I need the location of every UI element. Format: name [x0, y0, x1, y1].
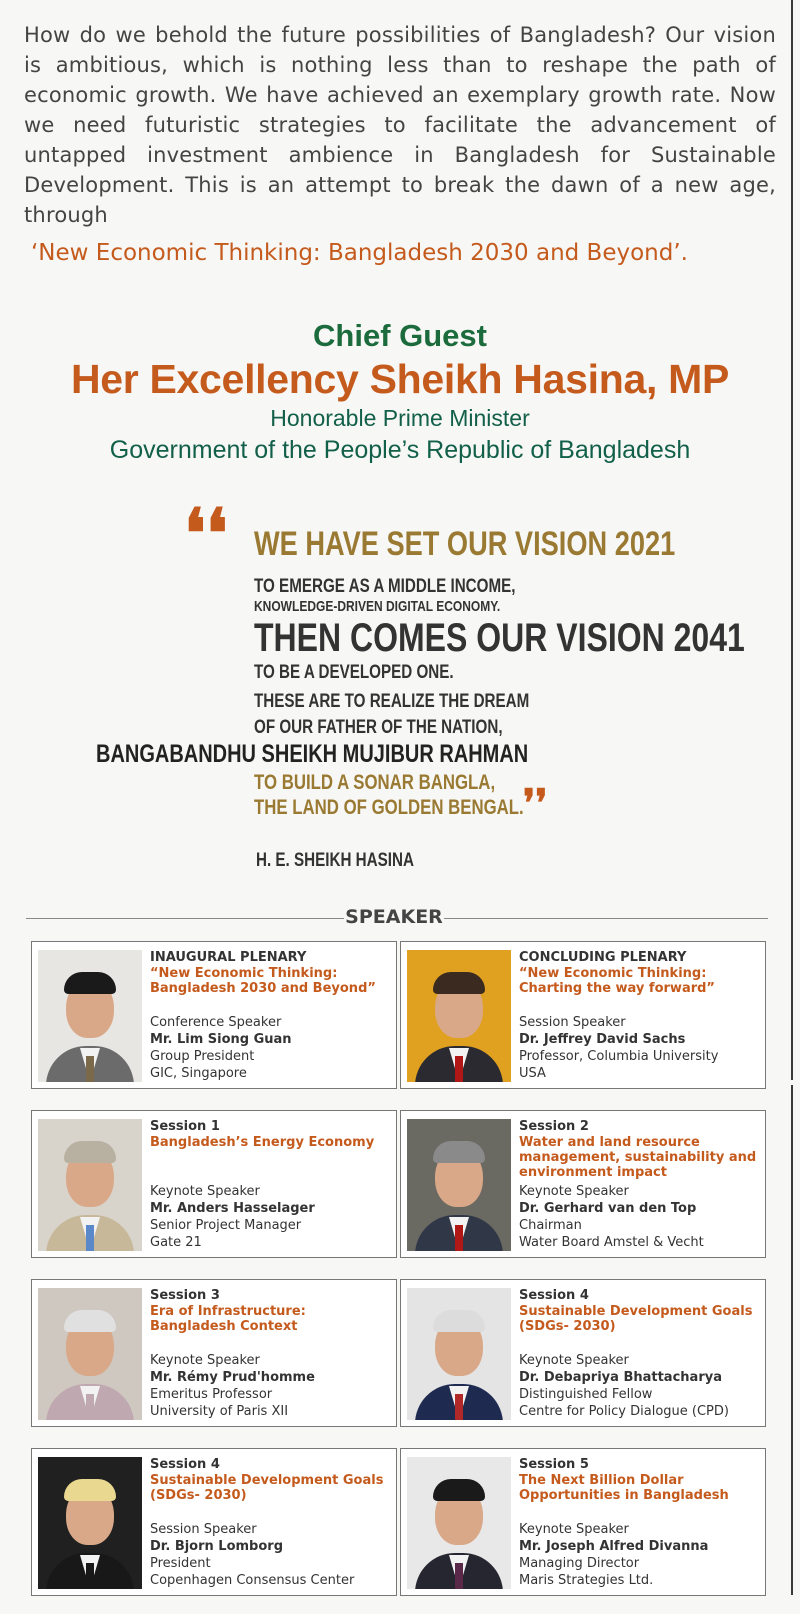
quote-line: THE LAND OF GOLDEN BENGAL.	[254, 796, 524, 819]
chief-guest-role: Honorable Prime Minister	[270, 405, 530, 431]
speaker-organization: Water Board Amstel & Vecht	[519, 1235, 704, 1250]
quote-author: H. E. SHEIKH HASINA	[256, 850, 414, 871]
speaker-card	[400, 1448, 766, 1596]
session-label: Session 5	[519, 1457, 589, 1472]
speaker-role: Keynote Speaker	[150, 1353, 260, 1368]
speaker-position: Senior Project Manager	[150, 1218, 302, 1233]
speaker-name: Dr. Debapriya Bhattacharya	[519, 1370, 722, 1385]
speaker-name: Dr. Bjorn Lomborg	[150, 1539, 284, 1554]
speaker-card	[400, 1279, 766, 1427]
session-title: Sustainable Development Goals (SDGs- 2030)	[150, 1473, 384, 1503]
session-label: INAUGURAL PLENARY	[150, 950, 307, 965]
session-title: Sustainable Development Goals (SDGs- 2030)	[519, 1304, 753, 1334]
speaker-card	[400, 941, 766, 1089]
speaker-position: Chairman	[519, 1218, 582, 1233]
speaker-card	[31, 1448, 397, 1596]
open-quote-icon: ❛❛	[184, 494, 228, 574]
page-edge-rule	[791, 0, 793, 1080]
speaker-role: Keynote Speaker	[519, 1353, 629, 1368]
speaker-role: Session Speaker	[150, 1522, 257, 1537]
intro-paragraph: How do we behold the future possibilities of Bangladesh? Our vision is ambitious, which is nothing less than to reshape the path of economic growth. We have achieved an exemplary growth rate. Now we need futuristic strategies to facilitate the advancement of untapped investment ambience in Bangladesh for Sustainable Development. This is an attempt to break the dawn of a new age, through	[24, 23, 776, 227]
speaker-organization: USA	[519, 1066, 546, 1081]
quote-vision-2021: WE HAVE SET OUR VISION 2021	[254, 525, 676, 563]
speaker-photo	[407, 950, 511, 1082]
conference-tagline: ‘New Economic Thinking: Bangladesh 2030 and Beyond’.	[31, 240, 688, 266]
speaker-photo	[38, 1288, 142, 1420]
session-title: Bangladesh’s Energy Economy	[150, 1135, 375, 1150]
quote-line: TO BE A DEVELOPED ONE.	[254, 662, 454, 683]
speaker-card	[31, 941, 397, 1089]
speaker-photo	[407, 1288, 511, 1420]
speaker-photo	[38, 1119, 142, 1251]
speaker-position: Professor, Columbia University	[519, 1049, 719, 1064]
speaker-photo	[407, 1119, 511, 1251]
session-title: “New Economic Thinking: Charting the way forward”	[519, 966, 715, 996]
speaker-name: Dr. Gerhard van den Top	[519, 1201, 697, 1216]
close-quote-icon: ❜❜	[523, 780, 548, 825]
session-title: Water and land resource management, sustainability and environment impact	[519, 1135, 757, 1180]
speaker-position: Managing Director	[519, 1556, 640, 1571]
chief-guest-label: Chief Guest	[313, 318, 487, 353]
quote-line: TO EMERGE AS A MIDDLE INCOME,	[254, 576, 516, 597]
speaker-role: Keynote Speaker	[150, 1184, 260, 1199]
session-title: “New Economic Thinking: Bangladesh 2030 and Beyond”	[150, 966, 376, 996]
speaker-role: Session Speaker	[519, 1015, 626, 1030]
session-label: Session 4	[519, 1288, 589, 1303]
speaker-position: President	[150, 1556, 211, 1571]
quote-line: BANGABANDHU SHEIKH MUJIBUR RAHMAN	[96, 740, 529, 768]
speaker-heading: SPEAKER	[345, 906, 443, 928]
speaker-photo	[38, 950, 142, 1082]
speaker-name: Dr. Jeffrey David Sachs	[519, 1032, 686, 1047]
speaker-position: Group President	[150, 1049, 255, 1064]
speaker-organization: Copenhagen Consensus Center	[150, 1573, 355, 1588]
quote-line: TO BUILD A SONAR BANGLA,	[254, 771, 496, 794]
speaker-card	[31, 1110, 397, 1258]
speaker-name: Mr. Lim Siong Guan	[150, 1032, 292, 1047]
divider	[444, 918, 768, 919]
divider	[26, 918, 344, 919]
speaker-name: Mr. Joseph Alfred Divanna	[519, 1539, 709, 1554]
speaker-role: Keynote Speaker	[519, 1184, 629, 1199]
quote-line: THESE ARE TO REALIZE THE DREAM	[254, 691, 530, 712]
session-title: The Next Billion Dollar Opportunities in Bangladesh	[519, 1473, 729, 1503]
session-label: CONCLUDING PLENARY	[519, 950, 687, 965]
speaker-position: Distinguished Fellow	[519, 1387, 653, 1402]
speaker-role: Conference Speaker	[150, 1015, 282, 1030]
speaker-role: Keynote Speaker	[519, 1522, 629, 1537]
session-label: Session 1	[150, 1119, 220, 1134]
page-edge-rule	[791, 1085, 793, 1595]
quote-line: KNOWLEDGE-DRIVEN DIGITAL ECONOMY.	[254, 598, 501, 615]
quote-vision-2041: THEN COMES OUR VISION 2041	[254, 616, 745, 660]
session-label: Session 3	[150, 1288, 220, 1303]
speaker-organization: University of Paris XII	[150, 1404, 289, 1419]
chief-guest-government: Government of the People’s Republic of Bangladesh	[109, 436, 691, 464]
speaker-name: Mr. Rémy Prud'homme	[150, 1370, 315, 1385]
speaker-photo	[407, 1457, 511, 1589]
session-title: Era of Infrastructure: Bangladesh Context	[150, 1304, 306, 1334]
speaker-organization: Centre for Policy Dialogue (CPD)	[519, 1404, 729, 1419]
speaker-organization: Gate 21	[150, 1235, 202, 1250]
session-label: Session 2	[519, 1119, 589, 1134]
speaker-organization: Maris Strategies Ltd.	[519, 1573, 654, 1588]
session-label: Session 4	[150, 1457, 220, 1472]
chief-guest-name: Her Excellency Sheikh Hasina, MP	[70, 356, 730, 402]
speaker-photo	[38, 1457, 142, 1589]
speaker-card	[31, 1279, 397, 1427]
speaker-position: Emeritus Professor	[150, 1387, 273, 1402]
speaker-name: Mr. Anders Hasselager	[150, 1201, 315, 1216]
speaker-card	[400, 1110, 766, 1258]
speaker-organization: GIC, Singapore	[150, 1066, 247, 1081]
quote-line: OF OUR FATHER OF THE NATION,	[254, 717, 503, 738]
